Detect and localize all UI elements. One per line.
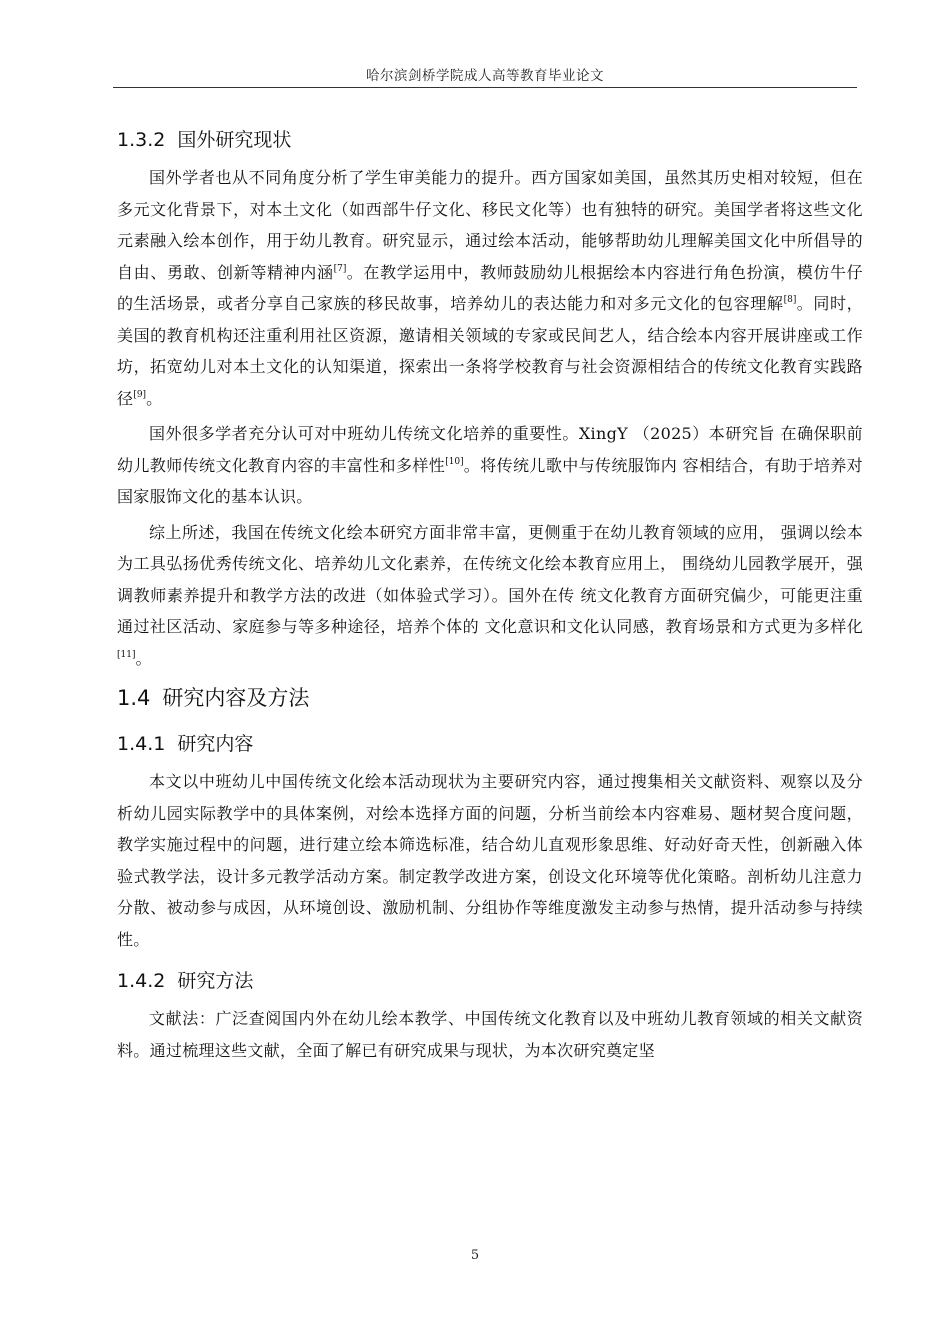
section-number: 1.4.2: [117, 970, 166, 992]
citation: [10]: [445, 456, 464, 467]
section-heading-1-3-2: [117, 118, 863, 162]
document-body: [117, 118, 863, 1066]
section-heading-1-4-2: [117, 959, 863, 1003]
section-title: 研究方法: [177, 970, 254, 992]
header-divider: [113, 87, 857, 88]
page-number: 5: [470, 1248, 480, 1263]
paragraph: 综上所述，我国在传统文化绘本研究方面非常丰富，更侧重于在幼儿教育领域的应用， 强调以绘本为工具弘扬优秀传统文化、培养幼儿文化素养，在传统文化绘本教育应用上， 围绕幼儿园教学展开，强调教师素养提升和教学方法的改进（如体验式学习）。国外在传 统文化教育方面研究偏少，可能更注重通过社区活动、家庭参与等多种途径，培养个体的 文化意识和文化认同感，教育场景和方式更为多样化[11]。: [117, 522, 863, 668]
citation: [11]: [117, 649, 136, 660]
citation: [7]: [333, 263, 347, 274]
citation: [9]: [133, 389, 147, 400]
section-title: 研究内容及方法: [162, 686, 310, 710]
paragraph: 文献法：广泛查阅国内外在幼儿绘本教学、中国传统文化教育以及中班幼儿教育领域的相关文献资料。通过梳理这些文献，全面了解已有研究成果与现状，为本次研究奠定坚: [117, 1009, 863, 1060]
paragraph: 国外很多学者充分认可对中班幼儿传统文化培养的重要性。XingY （2025）本研究旨 在确保职前幼儿教师传统文化教育内容的丰富性和多样性[10]。将传统儿歌中与传统服饰内 容相结合，有助于培养对国家服饰文化的基本认识。: [117, 424, 863, 506]
page-header: 哈尔滨剑桥学院成人高等教育毕业论文: [366, 68, 604, 84]
citation: [8]: [783, 295, 797, 305]
section-number: 1.4: [117, 686, 151, 710]
section-title: 研究内容: [177, 733, 254, 755]
paragraph: 本文以中班幼儿中国传统文化绘本活动现状为主要研究内容，通过搜集相关文献资料、观察以及分析幼儿园实际教学中的具体案例，对绘本选择方面的问题，分析当前绘本内容难易、题材契合度问题，教学实施过程中的问题，进行建立绘本筛选标准，结合幼儿直观形象思维、好动好奇天性，创新融入体验式教学法，设计多元教学活动方案。制定教学改进方案，创设文化环境等优化策略。剖析幼儿注意力分散、被动参与成因，从环境创设、激励机制、分组协作等维度激发主动参与热情，提升活动参与持续性。: [117, 772, 863, 949]
section-title: 国外研究现状: [177, 129, 292, 151]
section-heading-1-4-1: [117, 722, 863, 766]
section-heading-1-4: [117, 676, 863, 720]
section-number: 1.4.1: [117, 733, 166, 755]
section-number: 1.3.2: [117, 129, 166, 151]
paragraph: 国外学者也从不同角度分析了学生审美能力的提升。西方国家如美国，虽然其历史相对较短，但在多元文化背景下，对本土文化（如西部牛仔文化、移民文化等）也有独特的研究。美国学者将这些文化元素融入绘本创作，用于幼儿教育。研究显示，通过绘本活动，能够帮助幼儿理解美国文化中所倡导的自由、勇敢、创新等精神内涵[7]。在教学运用中，教师鼓励幼儿根据绘本内容进行角色扮演，模仿牛仔的生活场景，或者分享自己家族的移民故事，培养幼儿的表达能力和对多元文化的包容理解[8]。同时，美国的教育机构还注重利用社区资源，邀请相关领域的专家或民间艺人，结合绘本内容开展讲座或工作坊，拓宽幼儿对本土文化的认知渠道，探索出一条将学校教育与社会资源相结合的传统文化教育实践路径[9]。: [117, 168, 863, 408]
